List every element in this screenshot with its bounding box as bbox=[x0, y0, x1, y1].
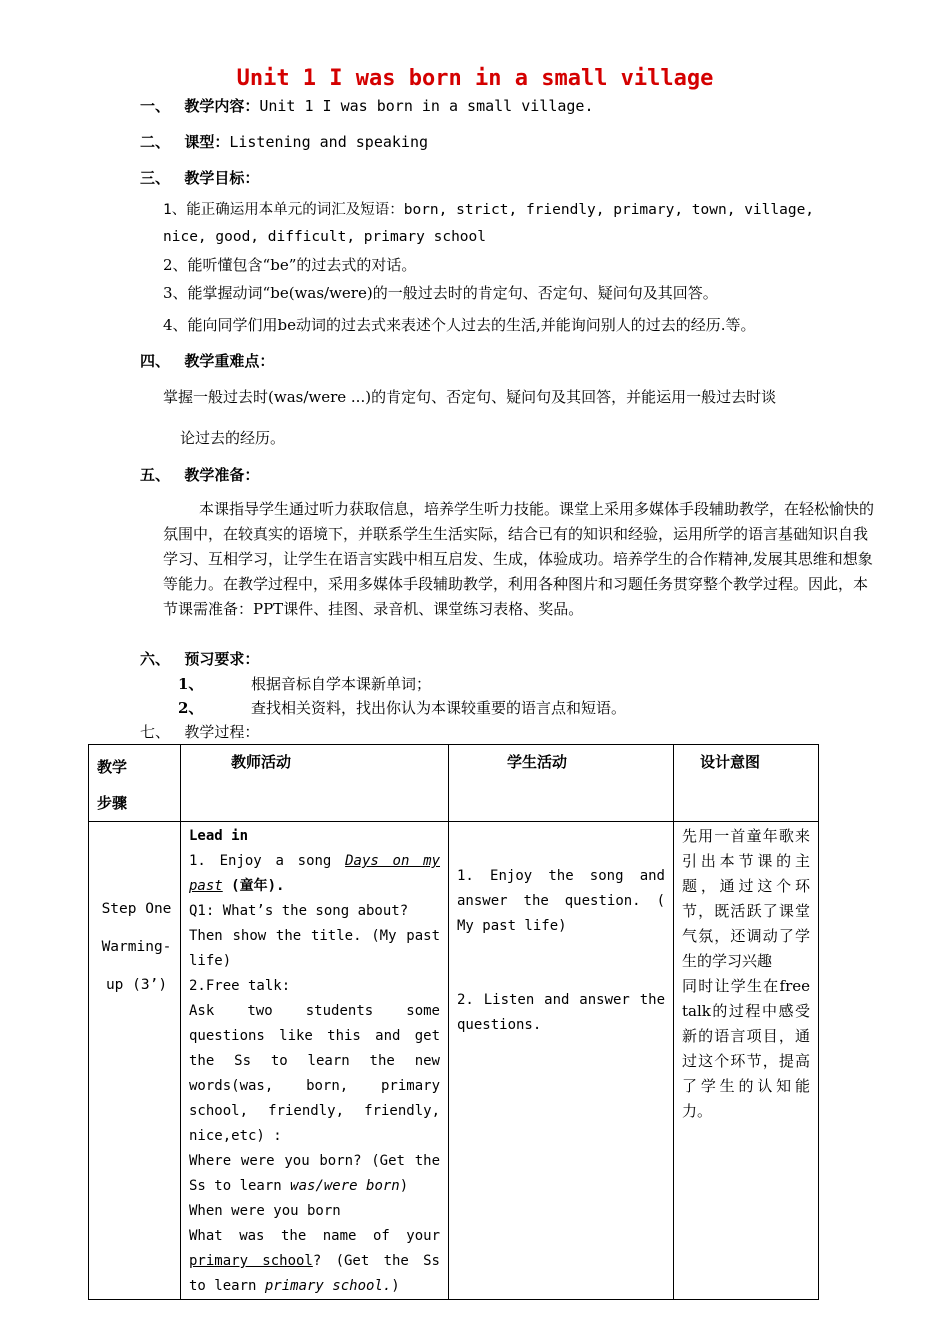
section-label: 预习要求： bbox=[184, 650, 260, 668]
preview-number: 2、 bbox=[178, 699, 204, 717]
preparation-text: 本课指导学生通过听力获取信息，培养学生听力技能。课堂上采用多媒体手段辅助教学，在轻松愉快的氛围中，在较真实的语境下，并联系学生生活实际，结合已有的知识和经验，运用所学的语言基础知识自我学习、互相学习，让学生在语言实践中相互启发、生成，体验成功。培养学生的合作精神,发展其思维和想象等能力。在教学过程中，采用多媒体手段辅助教学，利用各种图片和习题任务贯穿整个教学过程。因此，本节课需准备：PPT课件、挂图、录音机、课堂练习表格、奖品。 bbox=[163, 500, 875, 618]
teacher-cell bbox=[181, 822, 449, 1300]
student-cell bbox=[449, 822, 674, 1300]
lead-in: Lead in bbox=[189, 828, 249, 844]
section-label: 教学重难点： bbox=[184, 352, 275, 370]
what-mid: ? (Get the Ss to learn bbox=[189, 1253, 440, 1294]
what-underlined: primary school bbox=[189, 1253, 313, 1269]
when-line: When were you born bbox=[189, 1203, 341, 1219]
free-talk-line: 2.Free talk: bbox=[189, 978, 291, 994]
what-text: What was the name of your bbox=[189, 1228, 440, 1244]
objective-item: 3、能掌握动词“be(was/were)的一般过去时的肯定句、否定句、疑问句及其回答。 bbox=[163, 284, 718, 302]
section-number: 六、 bbox=[140, 650, 171, 668]
section-number: 一、 bbox=[140, 97, 171, 115]
section-value: Listening and speaking bbox=[229, 133, 429, 151]
section-label: 课型： bbox=[184, 133, 230, 151]
section-label: 教学目标： bbox=[184, 169, 260, 187]
table-row bbox=[89, 822, 819, 1300]
process-table bbox=[88, 744, 819, 1300]
intent-text-1: 先用一首童年歌来引出本节课的主题，通过这个环节，既活跃了课堂气氛，还调动了学生的学习兴趣 bbox=[682, 827, 810, 970]
section-number: 二、 bbox=[140, 133, 171, 151]
what-em: primary school. bbox=[264, 1278, 392, 1294]
step-label: Step One Warming-up (3’) bbox=[101, 901, 172, 993]
header-cell bbox=[449, 745, 674, 822]
section-number: 五、 bbox=[140, 466, 171, 484]
preview-text: 根据音标自学本课新单词； bbox=[251, 675, 432, 693]
section-type bbox=[140, 131, 428, 153]
header-teacher: 教师活动 bbox=[231, 753, 292, 771]
what-end: ) bbox=[391, 1278, 400, 1294]
table-header-row bbox=[89, 745, 819, 822]
section-content bbox=[140, 95, 593, 117]
header-cell bbox=[181, 745, 449, 822]
section-number: 七、 bbox=[140, 723, 171, 741]
ask-line: Ask two students some questions like this and get the Ss to learn the new words(was, born, primary school, friendly, friendly, nice,etc) : bbox=[189, 1003, 440, 1144]
section-number: 三、 bbox=[140, 169, 171, 187]
where-em: was/were born bbox=[290, 1178, 400, 1194]
section-objectives bbox=[140, 167, 259, 189]
song-text: 1. Enjoy a song bbox=[189, 853, 346, 869]
section-value: Unit 1 I was born in a small village. bbox=[259, 97, 594, 115]
keypoints-text: 论过去的经历。 bbox=[180, 429, 286, 447]
intent-text-2: 同时让学生在free talk的过程中感受新的语言项目，通过这个环节，提高了学生的认知能力。 bbox=[682, 977, 810, 1120]
section-label: 教学过程： bbox=[184, 723, 260, 741]
header-student: 学生活动 bbox=[507, 753, 568, 771]
section-preparation bbox=[140, 464, 259, 486]
objective-item: 1、能正确运用本单元的词汇及短语：born, strict, friendly, primary, town, village, bbox=[163, 202, 815, 218]
preview-text: 查找相关资料，找出你认为本课较重要的语言点和短语。 bbox=[251, 699, 627, 717]
objective-item: 4、能向同学们用be动词的过去式来表述个人过去的生活,并能询问别人的过去的经历.等。 bbox=[163, 316, 756, 334]
section-label: 教学内容： bbox=[184, 97, 260, 115]
what-line bbox=[189, 1224, 440, 1299]
objective-item: 2、能听懂包含“be”的过去式的对话。 bbox=[163, 256, 417, 274]
objective-item: nice, good, difficult, primary school bbox=[163, 229, 487, 245]
then-line: Then show the title. (My past life) bbox=[189, 928, 440, 969]
intent-cell bbox=[674, 822, 819, 1300]
song-note: (童年). bbox=[222, 878, 285, 894]
section-number: 四、 bbox=[140, 352, 171, 370]
section-process bbox=[140, 721, 259, 743]
header-cell bbox=[89, 745, 181, 822]
student-answer-2: 2. Listen and answer the questions. bbox=[457, 992, 665, 1033]
header-step: 教学步骤 bbox=[97, 758, 128, 812]
where-end: ) bbox=[399, 1178, 409, 1194]
page-title: Unit 1 I was born in a small village bbox=[236, 66, 714, 91]
section-preview bbox=[140, 648, 259, 670]
header-intent: 设计意图 bbox=[700, 753, 761, 771]
where-line bbox=[189, 1149, 440, 1199]
step-cell bbox=[89, 822, 181, 1300]
song-line bbox=[189, 849, 440, 899]
preview-item bbox=[178, 697, 626, 719]
header-cell bbox=[674, 745, 819, 822]
keypoints-text: 掌握一般过去时(was/were ...)的肯定句、否定句、疑问句及其回答，并能运用一般过去时谈 bbox=[163, 388, 777, 406]
where-text: Where were you born? (Get the Ss to learn bbox=[189, 1153, 440, 1194]
preview-number: 1、 bbox=[178, 675, 204, 693]
preview-item bbox=[178, 673, 431, 695]
section-keypoints bbox=[140, 350, 274, 372]
section-label: 教学准备： bbox=[184, 466, 260, 484]
teacher-activity bbox=[189, 824, 440, 1299]
question-line: Q1: What’s the song about? bbox=[189, 903, 409, 919]
song-title: Days on my past bbox=[189, 853, 440, 894]
student-answer-1: 1. Enjoy the song and answer the question. ( My past life) bbox=[457, 868, 665, 934]
